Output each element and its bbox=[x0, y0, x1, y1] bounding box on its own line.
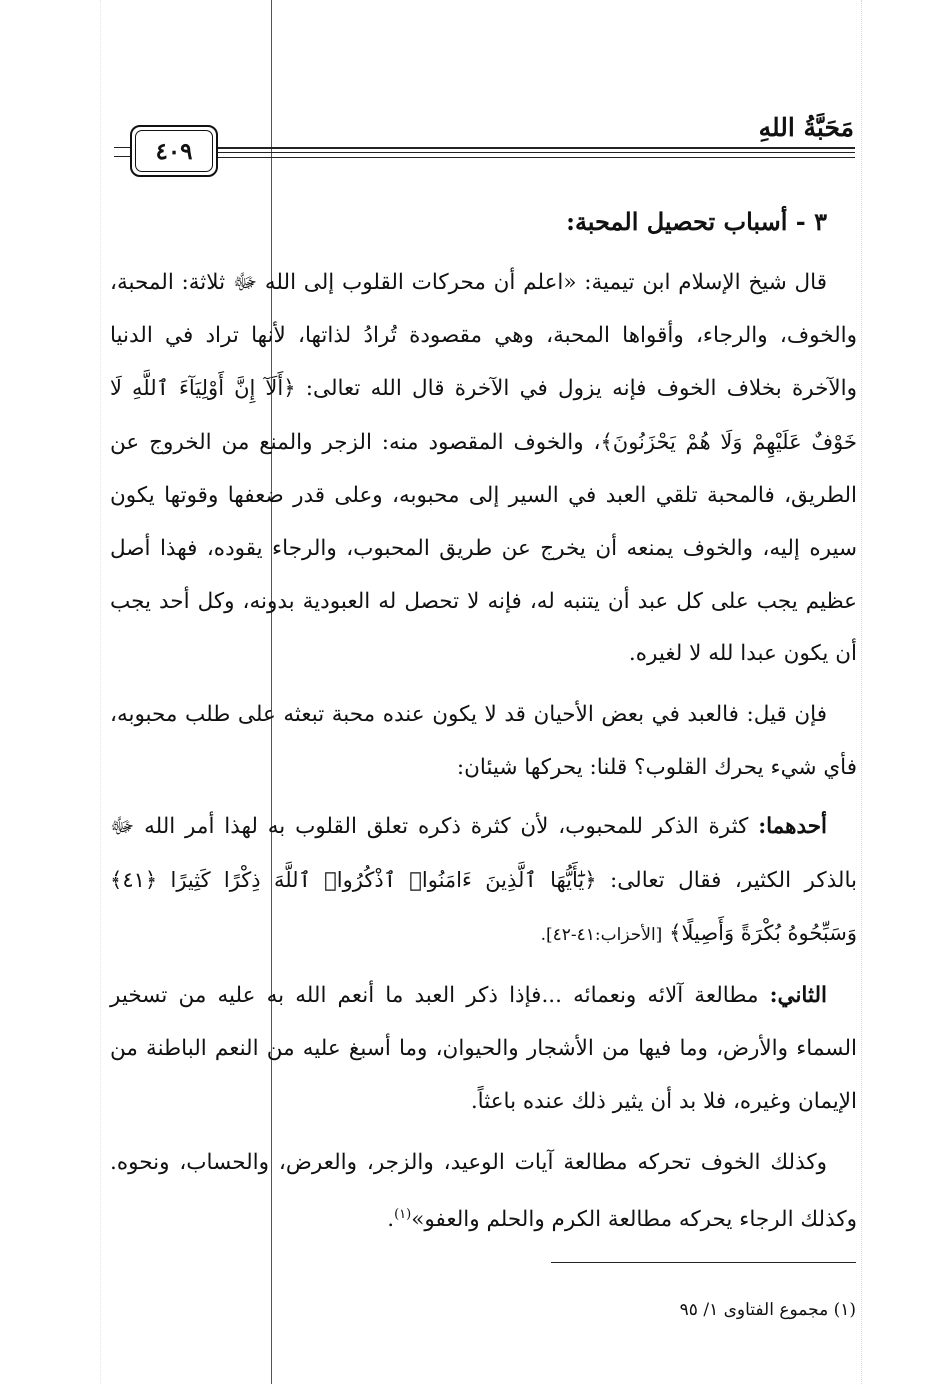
paragraph-question bbox=[110, 689, 857, 795]
paragraph-quote bbox=[110, 257, 857, 681]
running-header-title: مَحَبَّةُ اللهِ bbox=[758, 113, 854, 142]
page-edge-right bbox=[861, 0, 862, 1384]
section-heading bbox=[110, 196, 857, 251]
section-heading-text: ٣ - أسباب تحصيل المحبة: bbox=[566, 207, 827, 236]
header-rule-left bbox=[114, 156, 130, 157]
paragraph-text: قال شيخ الإسلام ابن تيمية: «اعلم أن محركات القلوب إلى الله ﷻ ثلاثة: المحبة، والخوف، والرجاء، وأقواها المحبة، وهي مقصودة تُرادُ لذاتها، لأنها تراد في الدنيا والآخرة بخلاف الخوف فإنه يزول في الآخرة قال الله تعالى: bbox=[110, 269, 857, 402]
paragraph-lead: أحدهما: bbox=[758, 813, 827, 839]
footnote-marker: (١) bbox=[394, 1207, 412, 1223]
main-text bbox=[110, 188, 857, 1253]
quran-verse: ﴿أَلَآ إِنَّ أَوْلِيَآءَ ٱللَّهِ لَا خَوْفٌ عَلَيْهِمْ وَلَا هُمْ يَحْزَنُونَ﴾ bbox=[110, 376, 857, 455]
page-edge-left bbox=[100, 0, 101, 1384]
paragraph-lead: الثاني: bbox=[769, 983, 827, 1009]
paragraph-first bbox=[110, 801, 857, 962]
paragraph-second bbox=[110, 970, 857, 1128]
header-rule bbox=[217, 157, 855, 158]
paragraph-text: وكذلك الخوف تحركه مطالعة آيات الوعيد، والزجر، والعرض، والحساب، ونحوه. وكذلك الرجاء يحركه مطالعة الكرم والحلم والعفو» bbox=[110, 1149, 857, 1233]
header-rule bbox=[217, 152, 855, 153]
paragraph-text: كثرة الذكر للمحبوب، لأن كثرة ذكره تعلق القلوب به لهذا أمر الله ﷻ بالذكر الكثير، فقال تعالى: bbox=[110, 813, 858, 893]
quran-verse: ﴿يَٰٓأَيُّهَا ٱلَّذِينَ ءَامَنُوا۟ ٱذْكُرُوا۟ ٱللَّهَ ذِكْرًا كَثِيرًا ﴿٤١﴾ وَسَبِّحُوهُ بُكْرَةً وَأَصِيلًا﴾ bbox=[110, 867, 857, 946]
paragraph-closing: وكذلك الخوف تحركه مطالعة آيات الوعيد، والزجر، والعرض، والحساب، ونحوه. وكذلك الرجاء يحركه مطالعة الكرم والحلم والعفو»$^{(١)}$. bbox=[110, 1149, 857, 1233]
footnote-separator bbox=[551, 1262, 856, 1263]
verse-reference: [الأحزاب:٤١-٤٢]. bbox=[540, 925, 663, 946]
header-rule-left bbox=[114, 147, 130, 148]
paragraph-text: ، والخوف المقصود منه: الزجر والمنع من الخروج عن الطريق، فالمحبة تلقي العبد في السير إلى محبوبه، وعلى قدر ضعفها وقوتها يكون سيره إليه، والخوف يمنعه أن يخرج عن طريق المحبوب، والرجاء يقوده، فهذا أصل عظيم يجب على كل عبد أن يتنبه له، فإنه لا تحصل له العبودية بدونه، وكل أحد يجب أن يكون عبدا لله لا لغيره. bbox=[110, 430, 857, 667]
header-rule bbox=[217, 147, 855, 149]
footnote: (١) مجموع الفتاوى ١/ ٩٥ bbox=[679, 1300, 856, 1320]
page-number: ٤٠٩ bbox=[135, 130, 213, 172]
paragraph-text: مطالعة آلائه ونعمائه ...فإذا ذكر العبد ما أنعم الله به عليه من تسخير السماء والأرض، وما فيها من الأشجار والحيوان، وما أسبغ عليه من النعم الباطنة من الإيمان وغيره، فلا بد أن يثير ذلك عنده باعثاً. bbox=[110, 983, 857, 1114]
paragraph-text: فإن قيل: فالعبد في بعض الأحيان قد لا يكون عنده محبة تبعثه على طلب محبوبه، فأي شيء يحرك القلوب؟ قلنا: يحركها شيئان: bbox=[110, 702, 857, 780]
